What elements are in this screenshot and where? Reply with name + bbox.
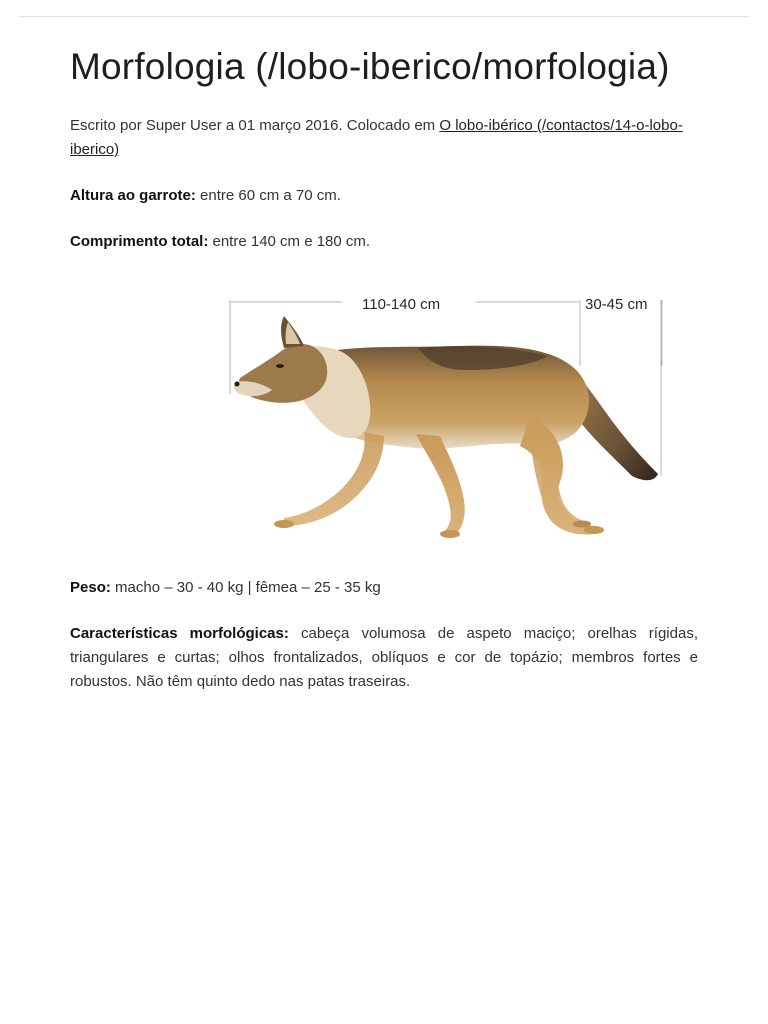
page-title: Morfologia (/lobo-iberico/morfologia) bbox=[70, 46, 670, 87]
fact-traits-label: Características morfológicas: bbox=[70, 625, 289, 642]
meta-text: Escrito por Super User a 01 março 2016. Colocado em bbox=[70, 117, 440, 134]
fact-height bbox=[70, 184, 698, 208]
tail-measure-label: 30-45 cm bbox=[585, 296, 648, 313]
article-meta bbox=[70, 114, 698, 162]
wolf-front-leg-near bbox=[416, 434, 465, 534]
wolf-illustration bbox=[158, 286, 648, 548]
top-divider bbox=[18, 16, 750, 17]
fact-height-value: entre 60 cm a 70 cm. bbox=[195, 187, 341, 204]
fact-length bbox=[70, 230, 698, 254]
wolf-paw bbox=[573, 521, 591, 528]
category-link[interactable]: O lobo-ibérico (/contactos/14-o-lobo-iberico) bbox=[70, 117, 683, 158]
wolf-paw bbox=[584, 526, 604, 534]
wolf-figure bbox=[158, 286, 648, 548]
fact-weight-label: Peso: bbox=[70, 579, 111, 596]
body-measure-label: 110-140 cm bbox=[362, 296, 441, 313]
wolf-paw bbox=[440, 530, 460, 538]
fact-traits-value: cabeça volumosa de aspeto maciço; orelhas rígidas, triangulares e curtas; olhos frontalizados, oblíquos e cor de topázio; membros fortes e robustos. Não têm quinto dedo nas patas traseiras. bbox=[70, 625, 698, 690]
fact-height-label: Altura ao garrote: bbox=[70, 187, 196, 204]
fact-weight-value: macho – 30 - 40 kg | fêmea – 25 - 35 kg bbox=[110, 579, 381, 596]
wolf-front-leg-far bbox=[284, 432, 384, 526]
wolf-paw bbox=[274, 520, 294, 528]
wolf-nose bbox=[235, 382, 240, 387]
fact-length-value: entre 140 cm e 180 cm. bbox=[208, 233, 371, 250]
fact-weight bbox=[70, 576, 698, 600]
fact-length-label: Comprimento total: bbox=[70, 233, 209, 250]
fact-traits bbox=[70, 622, 698, 694]
wolf-eye bbox=[276, 364, 284, 368]
